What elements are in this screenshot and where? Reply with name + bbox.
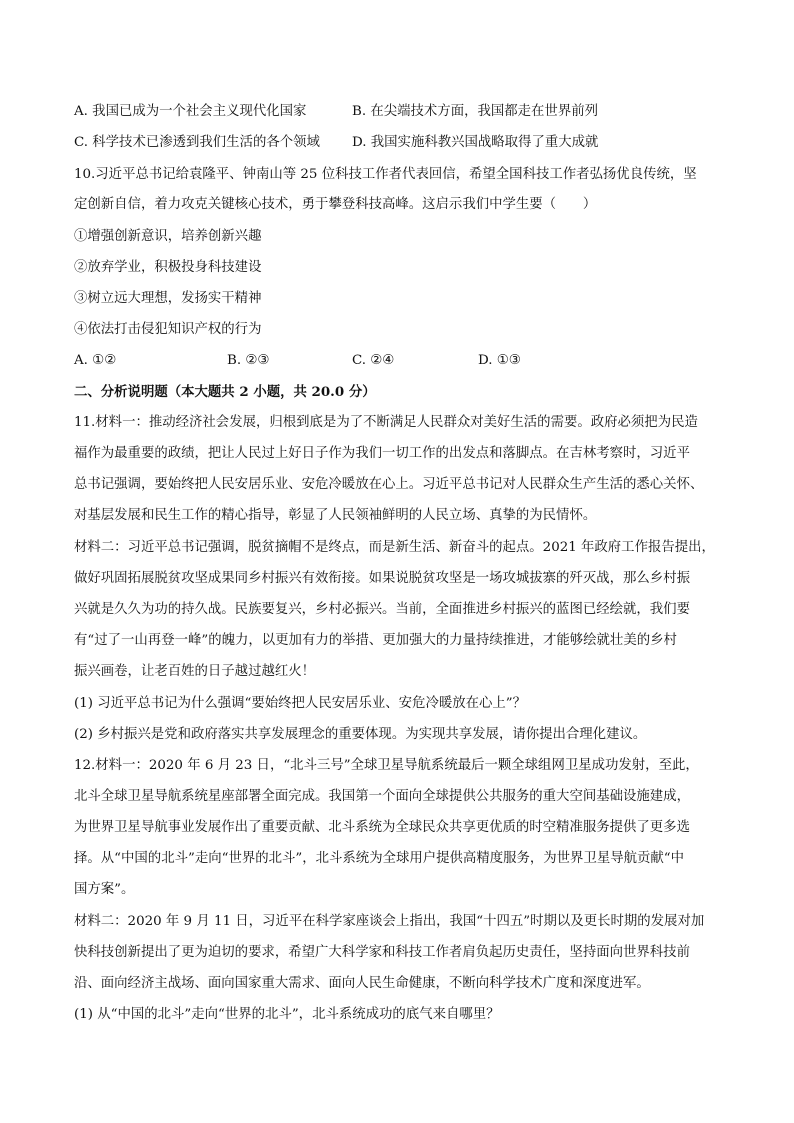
q10-stem-line: 定创新自信，着力攻克关键核心技术，勇于攀登科技高峰。这启示我们中学生要（ ） <box>74 197 597 212</box>
q12-subquestion-1: (1) 从“中国的北斗”走向“世界的北斗”，北斗系统成功的底气来自哪里？ <box>74 1007 500 1022</box>
q11-material-one-line: 总书记强调，要始终把人民安居乐业、安危冷暖放在心上。习近平总书记对人民群众生产生活的悉心关怀、 <box>74 477 704 492</box>
q12-material-two-line: 快科技创新提出了更为迫切的要求，希望广大科学家和科技工作者肩负起历史责任，坚持面向世界科技前 <box>74 945 690 960</box>
q12-material-two-line: 沿、面向经济主战场、面向国家重大需求、面向人民生命健康，不断向科学技术广度和深度进军。 <box>74 976 650 991</box>
section-title: 二、分析说明题（本大题共 2 小题，共 20.0 分） <box>74 384 376 400</box>
q10-option-d: D. ①③ <box>478 353 521 368</box>
q9-option-c: C. 科学技术已渗透到我们生活的各个领域 <box>74 135 320 150</box>
q11-material-two-line: 振兴画卷，让老百姓的日子越过越红火！ <box>74 664 316 679</box>
q9-option-d: D. 我国实施科教兴国战略取得了重大成就 <box>352 135 599 150</box>
q11-material-two-line: 兴就是久久为功的持久战。民族要复兴，乡村必振兴。当前，全面推进乡村振兴的蓝图已经绘就，我们要 <box>74 602 690 617</box>
q10-item: ③树立远大理想，发扬实干精神 <box>74 291 262 306</box>
q10-item: ①增强创新意识，培养创新兴趣 <box>74 229 262 244</box>
q10-item: ④依法打击侵犯知识产权的行为 <box>74 322 262 337</box>
q9-option-b: B. 在尖端技术方面，我国都走在世界前列 <box>352 104 598 119</box>
q10-option-a: A. ①② <box>74 353 117 368</box>
q11-material-one-line: 11.材料一：推动经济社会发展，归根到底是为了不断满足人民群众对美好生活的需要。政府必须把为民造 <box>74 415 698 430</box>
q12-material-one-line: 国方案”。 <box>74 882 135 897</box>
q11-subquestion-1: (1) 习近平总书记为什么强调“要始终把人民安居乐业、安危冷暖放在心上”？ <box>74 696 527 711</box>
q11-material-one-line: 福作为最重要的政绩，把让人民过上好日子作为我们一切工作的出发点和落脚点。在吉林考察时，习近平 <box>74 446 690 461</box>
q11-material-two-line: 有“过了一山再登一峰”的魄力，以更加有力的举措、更加强大的力量持续推进，才能够绘就壮美的乡村 <box>74 633 677 648</box>
q11-material-two-line: 材料二：习近平总书记强调，脱贫摘帽不是终点，而是新生活、新奋斗的起点。2021 年政府工作报告提出， <box>74 540 715 555</box>
q10-item: ②放弃学业，积极投身科技建设 <box>74 260 262 275</box>
q11-material-one-line: 对基层发展和民生工作的精心指导，彰显了人民领袖鲜明的人民立场、真挚的为民情怀。 <box>74 508 597 523</box>
q12-material-one-line: 12.材料一：2020 年 6 月 23 日，“北斗三号”全球卫星导航系统最后一颗全球组网卫星成功发射，至此， <box>74 758 699 773</box>
q10-stem-line: 10.习近平总书记给袁隆平、钟南山等 25 位科技工作者代表回信，希望全国科技工作者弘扬优良传统，坚 <box>74 167 697 182</box>
q11-material-two-line: 做好巩固拓展脱贫攻坚成果同乡村振兴有效衔接。如果说脱贫攻坚是一场攻城拔寨的歼灭战，那么乡村振 <box>74 571 690 586</box>
q11-subquestion-2: (2) 乡村振兴是党和政府落实共享发展理念的重要体现。为实现共享发展，请你提出合理化建议。 <box>74 727 647 742</box>
q10-option-c: C. ②④ <box>352 353 395 368</box>
q12-material-two-line: 材料二：2020 年 9 月 11 日，习近平在科学家座谈会上指出，我国“十四五”时期以及更长时期的发展对加 <box>74 914 705 929</box>
q12-material-one-line: 择。从“中国的北斗”走向“世界的北斗”，北斗系统为全球用户提供高精度服务，为世界卫星导航贡献“中 <box>74 851 685 866</box>
q10-option-b: B. ②③ <box>227 353 270 368</box>
q12-material-one-line: 北斗全球卫星导航系统星座部署全面完成。我国第一个面向全球提供公共服务的重大空间基础设施建成， <box>74 789 690 804</box>
q12-material-one-line: 为世界卫星导航事业发展作出了重要贡献、北斗系统为全球民众共享更优质的时空精准服务提供了更多选 <box>74 820 690 835</box>
q9-option-a: A. 我国已成为一个社会主义现代化国家 <box>74 104 307 119</box>
